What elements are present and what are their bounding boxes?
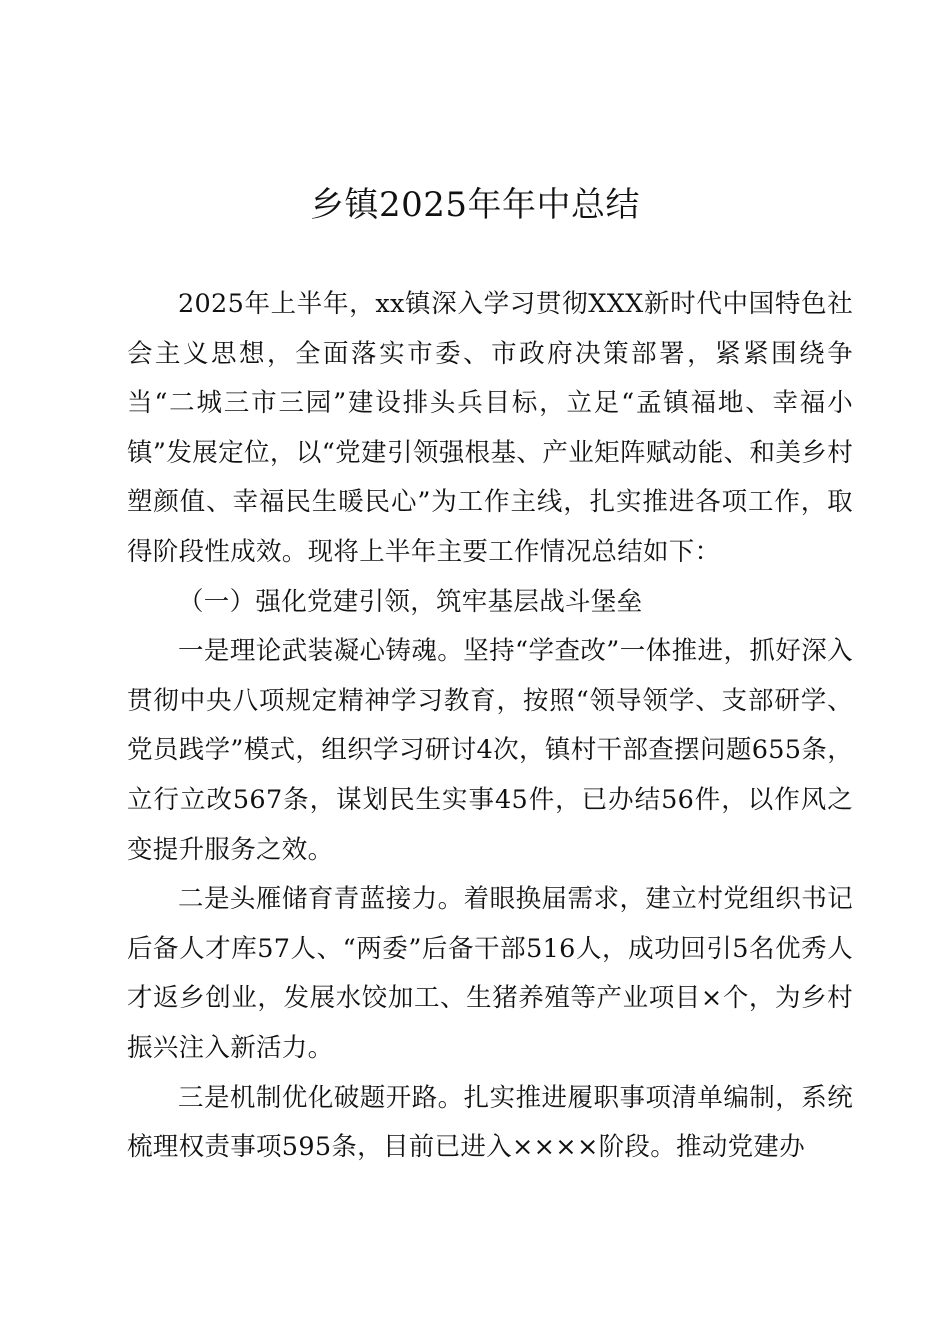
paragraph-mechanism: 三是机制优化破题开路。扎实推进履职事项清单编制，系统梳理权责事项595条，目前已进入××××阶段。推动党建办 <box>127 1082 853 1163</box>
paragraph-talent: 二是头雁储育青蓝接力。着眼换届需求，建立村党组织书记后备人才库57人、“两委”后备干部516人，成功回引5名优秀人才返乡创业，发展水饺加工、生猪养殖等产业项目×个，为乡村振兴注入新活力。 <box>127 884 853 1063</box>
paragraph-theory: 一是理论武装凝心铸魂。坚持“学查改”一体推进，抓好深入贯彻中央八项规定精神学习教育，按照“领导领学、支部研学、党员践学”模式，组织学习研讨4次，镇村干部查摆问题655条，立行立改567条，谋划民生实事45件，已办结56件，以作风之变提升服务之效。 <box>127 636 853 865</box>
section-heading-1: （一）强化党建引领，筑牢基层战斗堡垒 <box>178 586 643 617</box>
intro-paragraph: 2025年上半年，xx镇深入学习贯彻XXX新时代中国特色社会主义思想，全面落实市委、市政府决策部署，紧紧围绕争当“二城三市三园”建设排头兵目标，立足“孟镇福地、幸福小镇”发展定位，以“党建引领强根基、产业矩阵赋动能、和美乡村塑颜值、幸福民生暖民心”为工作主线，扎实推进各项工作，取得阶段性成效。现将上半年主要工作情况总结如下： <box>127 289 853 567</box>
document-title: 乡镇2025年年中总结 <box>309 185 641 225</box>
document-body <box>127 280 853 1173</box>
